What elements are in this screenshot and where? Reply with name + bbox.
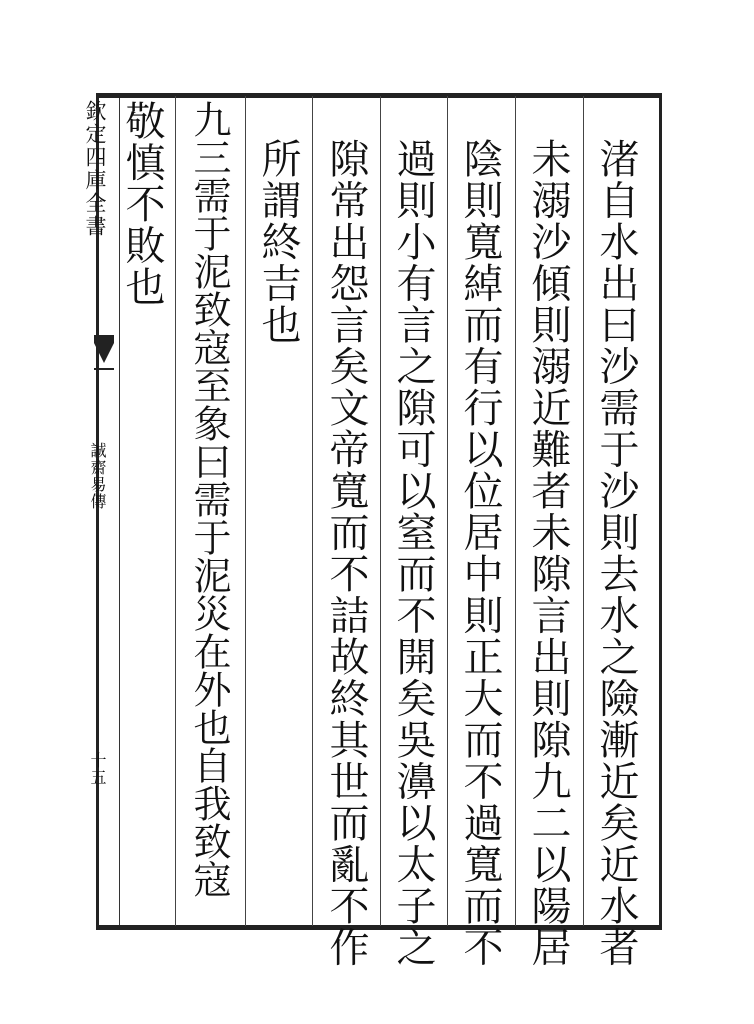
- column-rule: [515, 96, 516, 926]
- text-column-2: 未溺沙傾則溺近難者未隙言出則隙九二以陽居: [525, 138, 571, 968]
- column-rule: [312, 96, 313, 926]
- page-number: 十五: [88, 752, 107, 786]
- column-rule: [175, 96, 176, 926]
- book-title: 誠齋易傳: [88, 442, 107, 510]
- column-rule: [583, 96, 584, 926]
- text-column-3: 陰則寬綽而有行以位居中則正大而不過寬而不: [457, 138, 503, 968]
- text-column-6: 所謂終吉也: [255, 138, 301, 346]
- column-rule: [245, 96, 246, 926]
- text-column-4: 過則小有言之隙可以窒而不開矣吳濞以太子之: [390, 138, 436, 968]
- column-rule: [447, 96, 448, 926]
- text-column-5: 隙常出怨言矣文帝寬而不詰故終其世而亂不作: [323, 138, 369, 968]
- page-border: [96, 93, 662, 930]
- column-rule: [380, 96, 381, 926]
- text-column-7: 九三需于泥致寇至象曰需于泥災在外也自我致寇: [187, 100, 231, 898]
- text-column-8: 敬慎不敗也: [119, 100, 165, 308]
- text-column-1: 渚自水出曰沙需于沙則去水之險漸近矣近水者: [593, 138, 639, 968]
- fish-tail-mark: [92, 333, 116, 373]
- collection-title: 欽定四庫全書: [83, 100, 107, 238]
